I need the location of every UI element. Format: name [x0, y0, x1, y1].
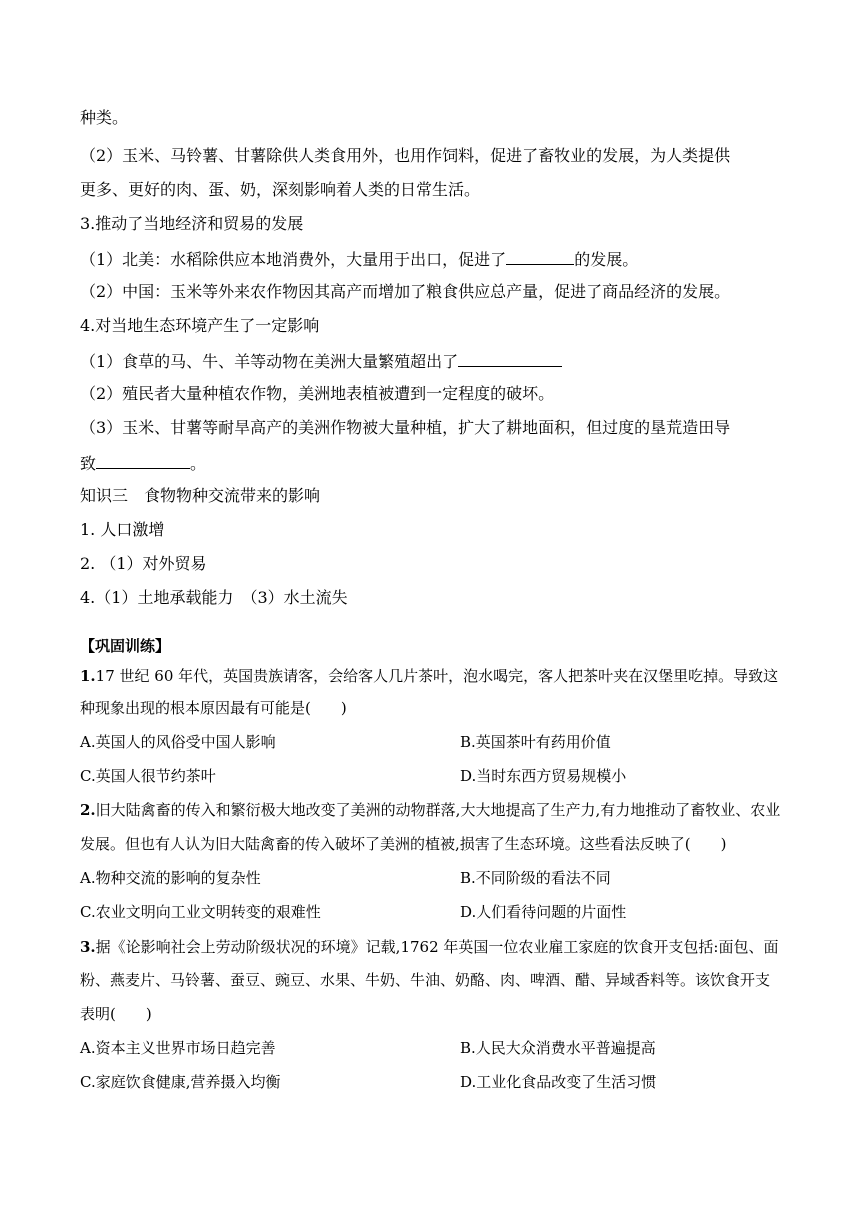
- answer-line: 2. （1）对外贸易: [80, 554, 207, 573]
- option-a: A.物种交流的影响的复杂性: [80, 869, 261, 887]
- question-1-line: 种现象出现的根本原因最有可能是( ): [80, 699, 347, 717]
- question-number: 2.: [80, 801, 96, 819]
- answer-line: 1. 人口激增: [80, 520, 165, 539]
- fill-blank-line: [80, 248, 638, 270]
- option-row: [80, 902, 627, 922]
- question-number: 3.: [80, 938, 96, 956]
- answer-blank: [96, 452, 190, 469]
- option-b: B.人民大众消费水平普遍提高: [460, 1039, 656, 1057]
- question-2-line: [80, 800, 780, 820]
- answer-line: 4.（1）土地承载能力 （3）水土流失: [80, 588, 348, 607]
- fill-blank-line: [80, 452, 206, 474]
- exercise-heading: 【巩固训练】: [80, 637, 171, 655]
- text-segment: 。: [190, 454, 207, 473]
- option-d: D.人们看待问题的片面性: [460, 903, 627, 921]
- option-a: A.英国人的风俗受中国人影响: [80, 733, 276, 751]
- option-d: D.工业化食品改变了生活习惯: [460, 1073, 657, 1091]
- text-segment: （1）北美：水稻除供应本地消费外，大量用于出口，促进了: [80, 250, 507, 269]
- question-3-line: [80, 937, 778, 957]
- option-row: [80, 1038, 656, 1058]
- text-line: （2）玉米、马铃薯、甘薯除供人类食用外，也用作饲料，促进了畜牧业的发展，为人类提供: [80, 146, 731, 165]
- question-3-line: 表明( ): [80, 1005, 152, 1023]
- text-line: 更多、更好的肉、蛋、奶，深刻影响着人类的日常生活。: [80, 180, 481, 199]
- question-text: 17 世纪 60 年代，英国贵族请客，会给客人几片茶叶，泡水喝完，客人把茶叶夹在汉堡里吃掉。导致这: [95, 667, 779, 685]
- text-segment: 致: [80, 454, 97, 473]
- text-line: （2）殖民者大量种植农作物，美洲地表植被遭到一定程度的破坏。: [80, 384, 555, 403]
- option-b: B.不同阶级的看法不同: [460, 869, 611, 887]
- text-segment: 的发展。: [574, 250, 639, 269]
- question-2-line: 发展。但也有人认为旧大陆禽畜的传入破坏了美洲的植被,损害了生态环境。这些看法反映了( ): [80, 835, 727, 853]
- option-row: [80, 766, 627, 786]
- fill-blank-line: [80, 350, 562, 372]
- question-1-line: [80, 666, 778, 686]
- text-line: （3）玉米、甘薯等耐旱高产的美洲作物被大量种植，扩大了耕地面积，但过度的垦荒造田导: [80, 418, 731, 437]
- answers-title: 知识三 食物物种交流带来的影响: [80, 486, 321, 505]
- section-heading: 4.对当地生态环境产生了一定影响: [80, 316, 320, 335]
- text-line: 种类。: [80, 108, 129, 127]
- answer-blank: [458, 350, 562, 367]
- question-text: 旧大陆禽畜的传入和繁衍极大地改变了美洲的动物群落,大大地提高了生产力,有力地推动了畜牧业、农业: [95, 801, 781, 819]
- option-b: B.英国茶叶有药用价值: [460, 733, 611, 751]
- option-row: [80, 868, 611, 888]
- text-line: （2）中国：玉米等外来农作物因其高产而增加了粮食供应总产量，促进了商品经济的发展。: [80, 282, 731, 301]
- answer-blank: [506, 248, 574, 265]
- question-text: 据《论影响社会上劳动阶级状况的环境》记载,1762 年英国一位农业雇工家庭的饮食开支包括:面包、面: [95, 938, 779, 956]
- section-heading: 3.推动了当地经济和贸易的发展: [80, 214, 304, 233]
- option-d: D.当时东西方贸易规模小: [460, 767, 627, 785]
- option-row: [80, 1072, 657, 1092]
- question-number: 1.: [80, 667, 96, 685]
- question-3-line: 粉、燕麦片、马铃薯、蚕豆、豌豆、水果、牛奶、牛油、奶酪、肉、啤酒、醋、异域香料等。该饮食开支: [80, 971, 771, 989]
- option-c: C.英国人很节约茶叶: [80, 767, 216, 785]
- option-c: C.农业文明向工业文明转变的艰难性: [80, 903, 321, 921]
- option-row: [80, 732, 611, 752]
- text-segment: （1）食草的马、牛、羊等动物在美洲大量繁殖超出了: [80, 352, 459, 371]
- option-a: A.资本主义世界市场日趋完善: [80, 1039, 276, 1057]
- option-c: C.家庭饮食健康,营养摄入均衡: [80, 1073, 281, 1091]
